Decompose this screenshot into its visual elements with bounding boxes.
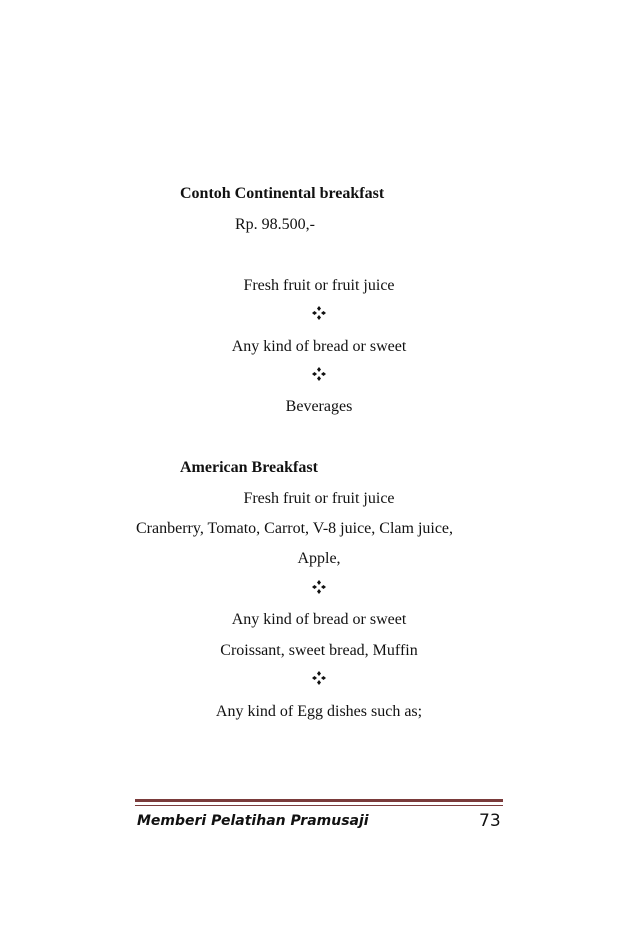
diamond-bullet-icon [0,306,638,320]
american-heading: American Breakfast [180,459,318,476]
diamond-bullet-icon [0,580,638,594]
footer-title: Memberi Pelatihan Pramusaji [137,813,369,829]
continental-item-2: Any kind of bread or sweet [231,338,407,355]
continental-item-1: Fresh fruit or fruit juice [243,277,395,294]
diamond-bullet-icon [0,671,638,685]
footer-rule-thin [135,805,503,806]
american-line-1: Fresh fruit or fruit juice [243,490,395,507]
page-number: 73 [479,811,501,831]
footer-rule-thick [135,799,503,802]
continental-item-3: Beverages [285,398,353,415]
american-line-2: Cranberry, Tomato, Carrot, V-8 juice, Clam juice, [136,520,454,537]
continental-price: Rp. 98.500,- [235,216,315,233]
american-line-3: Apple, [297,550,341,567]
diamond-bullet-icon [0,367,638,381]
american-line-4: Any kind of bread or sweet [231,611,407,628]
continental-heading: Contoh Continental breakfast [180,185,385,202]
american-line-6: Any kind of Egg dishes such as; [215,703,423,720]
american-line-5: Croissant, sweet bread, Muffin [220,642,418,659]
